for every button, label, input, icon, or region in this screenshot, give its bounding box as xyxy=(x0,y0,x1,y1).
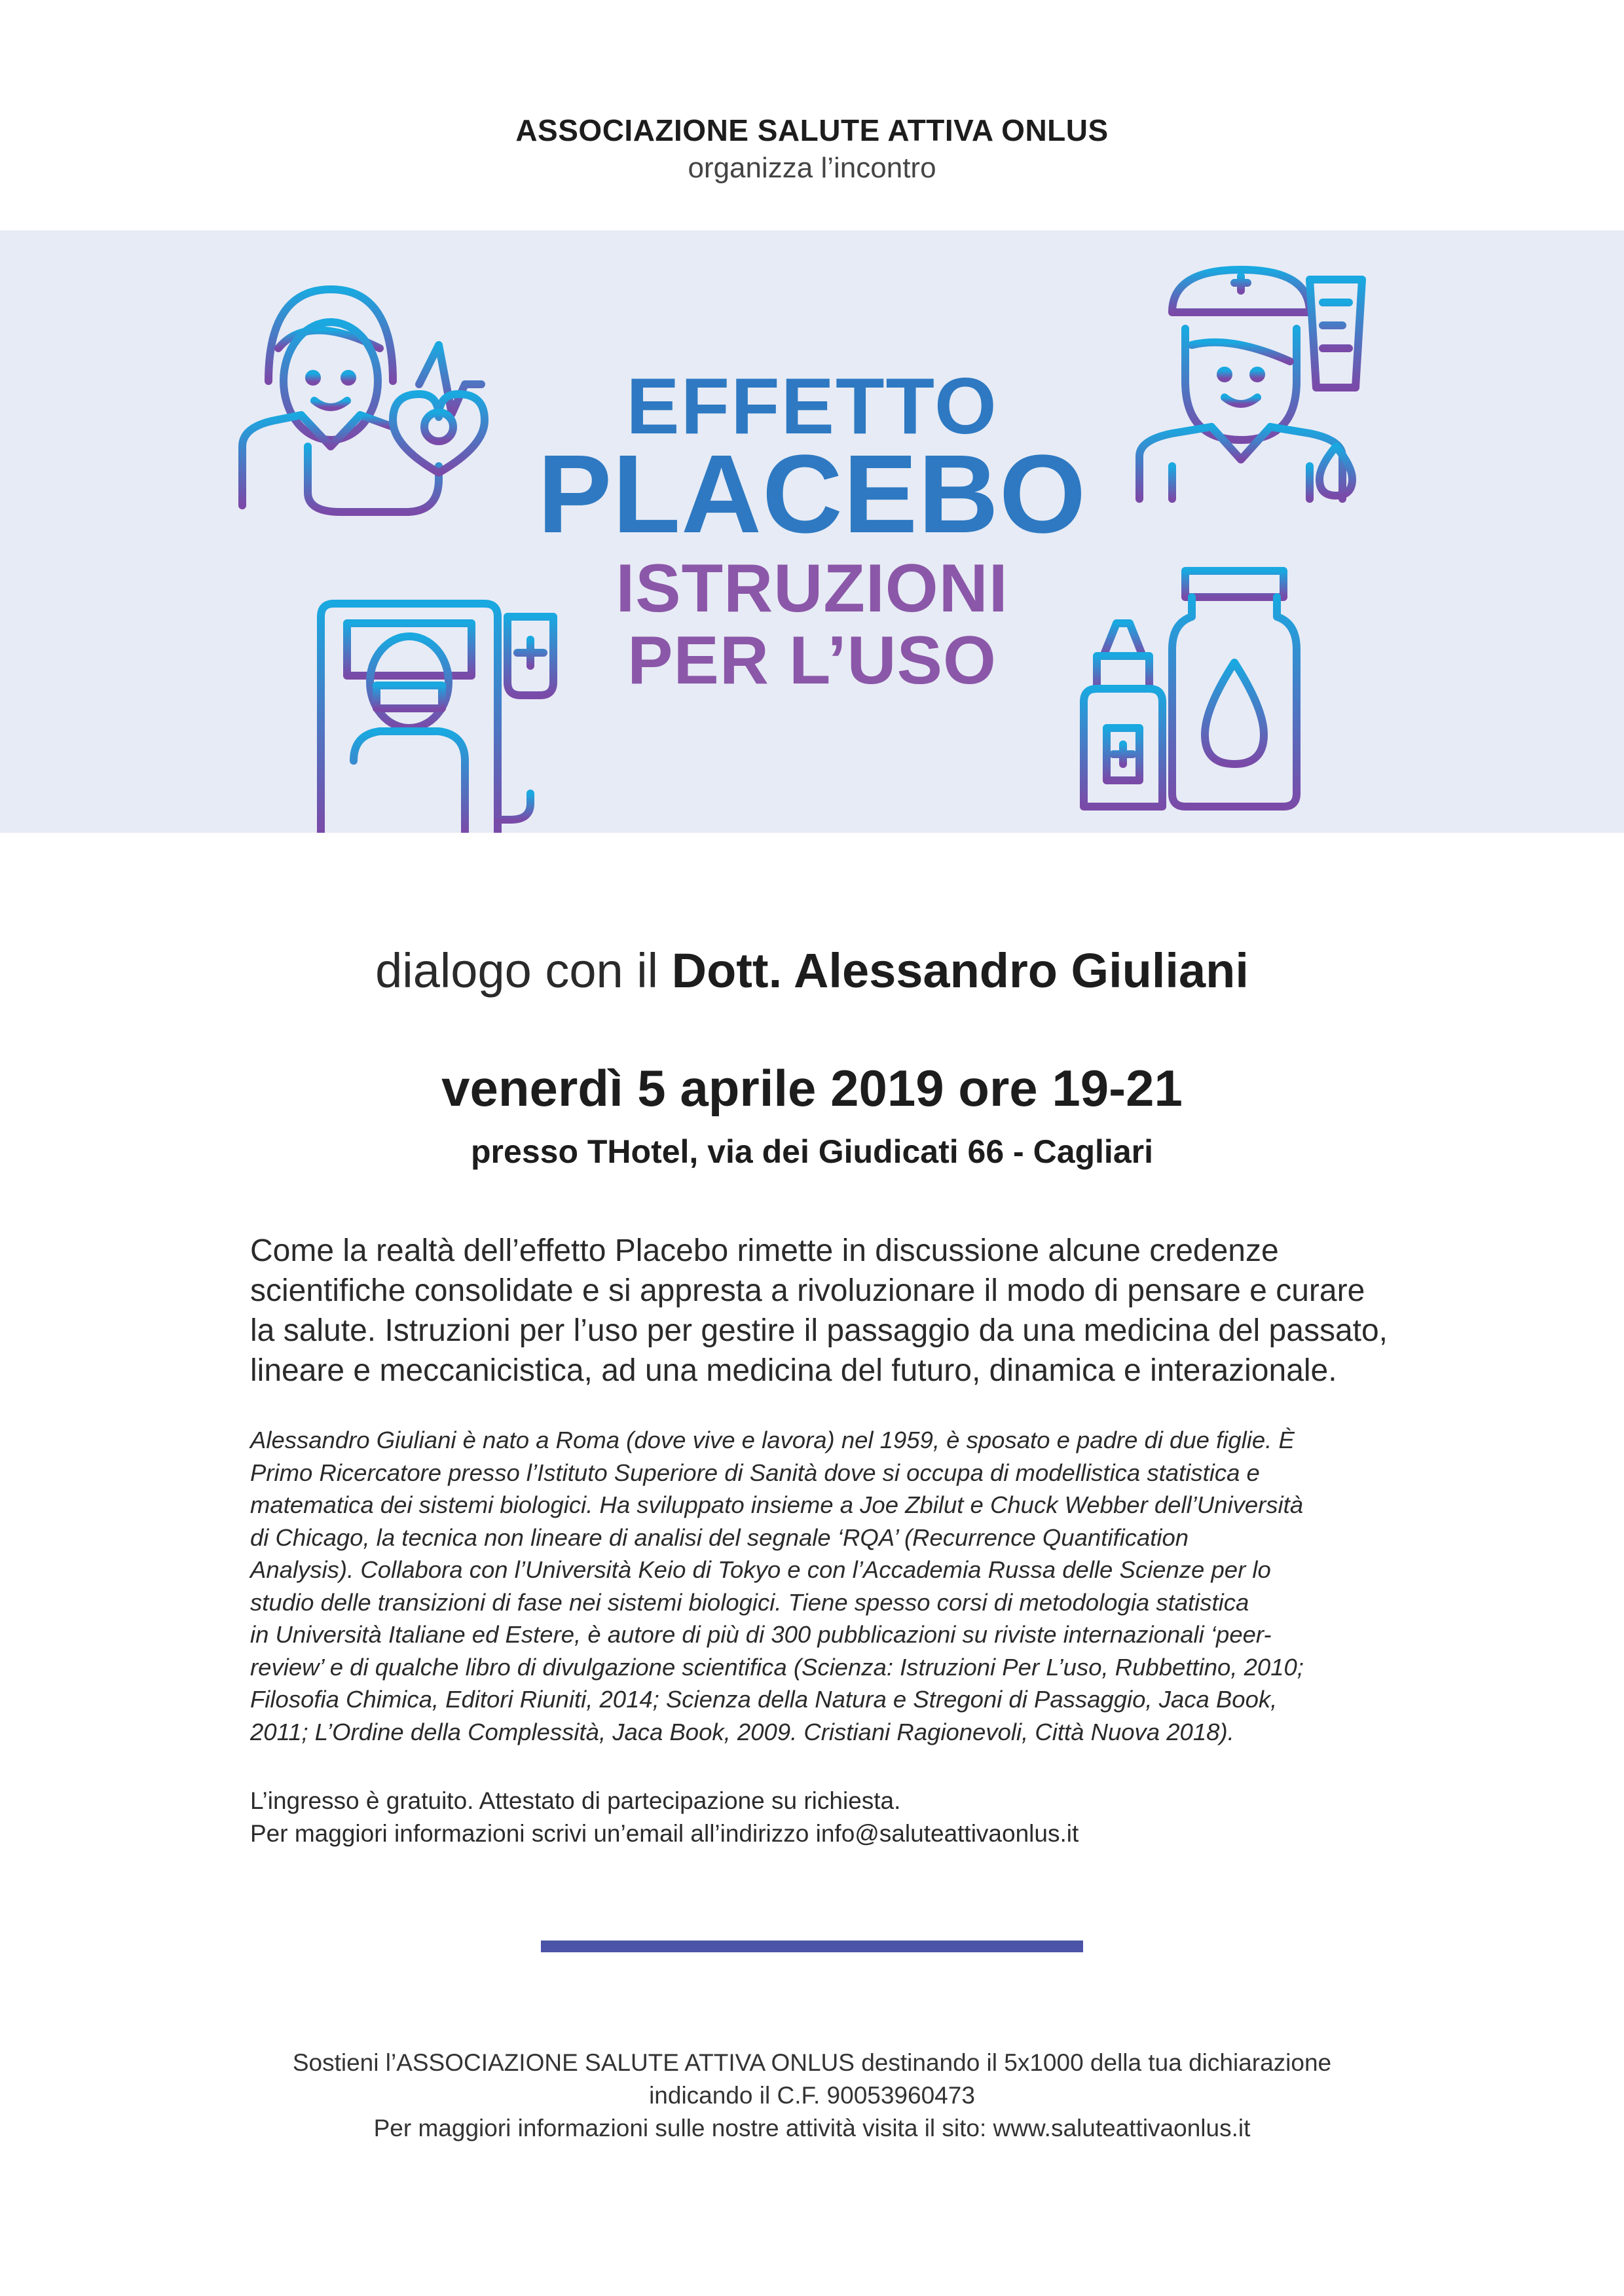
dialogue-line xyxy=(0,943,1624,998)
speaker-bio xyxy=(250,1424,1416,1748)
bio-line: 2011; L’Ordine della Complessità, Jaca Book, 2009. Cristiani Ragionevoli, Città Nuova 2018). xyxy=(250,1718,1234,1745)
bio-line: Analysis). Collabora con l’Università Keio di Tokyo e con l’Accademia Russa delle Scienze per lo xyxy=(250,1556,1271,1583)
intro-line: la salute. Istruzioni per l’uso per gestire il passaggio da una medicina del passato, xyxy=(250,1313,1388,1348)
free-entry-text: L’ingresso è gratuito. Attestato di partecipazione su richiesta. xyxy=(250,1787,901,1814)
intro-line: lineare e meccanicistica, ad una medicina del futuro, dinamica e interazionale. xyxy=(250,1353,1337,1388)
banner-title-line2: PLACEBO xyxy=(537,432,1087,556)
bio-line: di Chicago, la tecnica non lineare di analisi del segnale ‘RQA’ (Recurrence Quantification xyxy=(250,1523,1189,1551)
bio-line: studio delle transizioni di fase nei sistemi biologici. Tiene spesso corsi di metodologia statistica xyxy=(250,1588,1249,1616)
event-venue: presso THotel, via dei Giudicati 66 - Cagliari xyxy=(471,1133,1153,1170)
intro-line: scientifiche consolidate e si appresta a rivoluzionare il modo di pensare e curare xyxy=(250,1273,1365,1308)
section-divider xyxy=(541,1941,1083,1952)
speaker-name: Dott. Alessandro Giuliani xyxy=(671,943,1249,998)
bio-line: review’ e di qualche libro di divulgazione scientifica (Scienza: Istruzioni Per L’uso, Rubbettino, 2010; xyxy=(250,1653,1304,1681)
bio-line: matematica dei sistemi biologici. Ha sviluppato insieme a Joe Zbilut e Chuck Webber dell’Università xyxy=(250,1491,1304,1518)
contact-email-text: Per maggiori informazioni scrivi un’email all’indirizzo info@saluteattivaonlus.it xyxy=(250,1820,1079,1847)
organization-name: ASSOCIAZIONE SALUTE ATTIVA ONLUS xyxy=(515,113,1109,147)
banner-subtitle-line2: PER L’USO xyxy=(627,623,997,699)
footer-website-line: Per maggiori informazioni sulle nostre attività visita il sito: www.saluteattivaonlus.it xyxy=(373,2115,1251,2141)
bio-line: Filosofia Chimica, Editori Riuniti, 2014; Scienza della Natura e Stregoni di Passaggio, Jaca Book, xyxy=(250,1686,1278,1713)
intro-paragraph xyxy=(250,1231,1416,1391)
banner-subtitle-line1: ISTRUZIONI xyxy=(616,551,1008,627)
bio-line: Primo Ricercatore presso l’Istituto Superiore di Sanità dove si occupa di modellistica statistica e xyxy=(250,1459,1260,1486)
intro-line: Come la realtà dell’effetto Placebo rimette in discussione alcune credenze xyxy=(250,1233,1279,1268)
footer-tax-code: indicando il C.F. 90053960473 xyxy=(649,2082,975,2109)
bio-line: in Università Italiane ed Estere, è autore di più di 300 pubblicazioni su riviste internazionali ‘peer- xyxy=(250,1621,1272,1648)
bio-line: Alessandro Giuliani è nato a Roma (dove vive e lavora) nel 1959, è sposato e padre di due figlie. È xyxy=(250,1427,1295,1453)
footer-support-line: Sostieni l’ASSOCIAZIONE SALUTE ATTIVA ONLUS destinando il 5x1000 della tua dichiarazione xyxy=(292,2049,1332,2076)
organizer-subtitle: organizza l’incontro xyxy=(688,152,936,184)
dialogue-lead: dialogo con il xyxy=(375,943,672,998)
hero-banner xyxy=(0,230,1624,833)
entry-info xyxy=(250,1785,1416,1850)
event-datetime: venerdì 5 aprile 2019 ore 19-21 xyxy=(441,1059,1183,1117)
banner-title-line1: EFFETTO xyxy=(626,361,998,450)
